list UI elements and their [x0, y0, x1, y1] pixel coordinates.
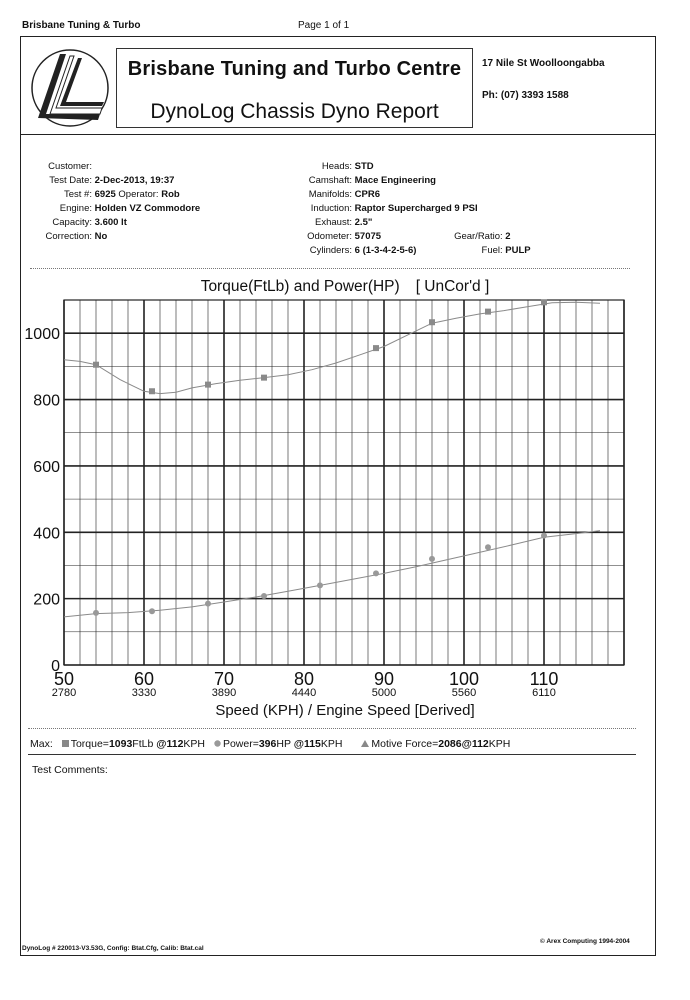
torque-point: [429, 319, 435, 325]
y-tick-label: 800: [33, 392, 60, 410]
info-row-cylinders: Cylinders: 6 (1-3-4-2-5-6) Fuel: PULP: [309, 245, 531, 256]
x-tick-label-rpm: 4440: [291, 687, 317, 699]
x-tick-label-kph: 100: [448, 669, 480, 689]
max-power-label: Power=: [222, 738, 259, 750]
torque-point: [261, 375, 267, 381]
x-tick-label-rpm: 6110: [532, 687, 556, 699]
chart-labels: [24, 326, 558, 699]
power-point: [485, 544, 491, 550]
max-divider-bottom: [28, 754, 636, 755]
x-tick-label-rpm: 5560: [451, 687, 477, 699]
footer-version: DynoLog # 220013-V3.53G, Config: Btat.Cfg, Calib: Btat.cal: [22, 945, 204, 952]
info-row-engine: Engine: Holden VZ Commodore: [59, 203, 201, 214]
info-row-customer: Customer:: [48, 161, 92, 172]
max-power-at: @115: [293, 738, 321, 750]
max-values-line: [30, 738, 510, 750]
torque-point: [149, 388, 155, 394]
page-number: Page 1 of 1: [298, 20, 350, 31]
torque-point: [93, 362, 99, 368]
y-tick-label: 400: [33, 525, 60, 543]
dynolog-logo-icon: [30, 48, 110, 128]
power-point: [317, 582, 323, 588]
y-tick-label: 200: [33, 591, 60, 609]
max-power-unit: HP: [276, 738, 291, 750]
chart-grid: [64, 300, 624, 665]
y-tick-label: 0: [51, 658, 60, 675]
power-point: [205, 601, 211, 607]
test-info-right: [290, 160, 531, 258]
max-divider-top: [28, 728, 636, 729]
x-tick-label-kph: 50: [53, 669, 75, 689]
company-address: 17 Nile St Woolloongabba: [482, 58, 605, 69]
torque-marker-icon: [62, 738, 69, 750]
max-torque-label: Torque=: [70, 738, 109, 750]
info-row-odometer: Odometer: 57075 Gear/Ratio: 2: [307, 231, 511, 242]
y-tick-label: 600: [33, 458, 60, 476]
max-torque-value: 1093: [108, 738, 133, 750]
info-row-correction: Correction: No: [45, 231, 108, 242]
motive-force-marker-icon: [361, 738, 369, 750]
max-torque-unit: FtLb: [132, 738, 154, 750]
x-tick-label-kph: 90: [373, 669, 395, 689]
x-tick-label-kph: 60: [133, 669, 155, 689]
x-tick-label-rpm: 3330: [131, 687, 157, 699]
torque-point: [373, 345, 379, 351]
info-row-camshaft: Camshaft: Mace Engineering: [308, 175, 436, 186]
torque-point: [205, 382, 211, 388]
power-point: [429, 556, 435, 562]
x-tick-label-rpm: 5000: [371, 687, 397, 699]
max-motive-unit: KPH: [488, 738, 511, 750]
max-torque-at: @112: [156, 738, 184, 750]
max-power-value: 396: [258, 738, 277, 750]
info-row-test-number: Test #: 6925 Operator: Rob: [64, 189, 180, 200]
x-tick-label-rpm: 3890: [211, 687, 237, 699]
dyno-chart: [0, 290, 690, 700]
chart-x-axis-label: Speed (KPH) / Engine Speed [Derived]: [215, 702, 475, 719]
max-motive-value: 2086@112: [438, 738, 489, 750]
info-row-test-date: Test Date: 2-Dec-2013, 19:37: [49, 175, 175, 186]
info-divider: [30, 268, 630, 269]
info-row-heads: Heads: STD: [321, 161, 374, 172]
x-tick-label-kph: 110: [529, 669, 559, 689]
power-point: [93, 610, 99, 616]
chart-title-main: Torque(FtLb) and Power(HP): [200, 278, 400, 295]
power-point: [373, 570, 379, 576]
power-marker-icon: [214, 738, 221, 750]
x-tick-label-kph: 80: [293, 669, 315, 689]
test-comments-label: Test Comments:: [32, 764, 108, 776]
company-name: Brisbane Tuning and Turbo Centre: [127, 58, 462, 80]
torque-point: [541, 299, 547, 305]
info-row-manifolds: Manifolds: CPR6: [308, 189, 380, 200]
company-phone: Ph: (07) 3393 1588: [482, 90, 569, 101]
report-title: DynoLog Chassis Dyno Report: [150, 100, 439, 123]
info-row-exhaust: Exhaust: 2.5": [315, 217, 373, 228]
page-header-company: Brisbane Tuning & Turbo: [22, 20, 141, 31]
header-divider: [20, 134, 656, 135]
footer-copyright: © Arex Computing 1994-2004: [540, 938, 630, 945]
max-label: Max:: [30, 738, 53, 750]
max-motive-label: Motive Force=: [371, 738, 439, 750]
power-point: [149, 608, 155, 614]
plot-border: [64, 300, 624, 665]
x-tick-label-kph: 70: [213, 669, 235, 689]
max-torque-speed-unit: KPH: [183, 738, 206, 750]
torque-point: [485, 309, 491, 315]
info-row-capacity: Capacity: 3.600 lt: [52, 217, 127, 228]
x-tick-label-rpm: 2780: [51, 687, 77, 699]
chart-title-correction: [ UnCor'd ]: [415, 278, 490, 295]
test-info-left: [24, 160, 200, 244]
power-point: [261, 593, 267, 599]
y-tick-label: 1000: [24, 326, 60, 344]
power-point: [541, 533, 547, 539]
info-row-induction: Induction: Raptor Supercharged 9 PSI: [310, 203, 478, 214]
max-power-speed-unit: KPH: [320, 738, 343, 750]
